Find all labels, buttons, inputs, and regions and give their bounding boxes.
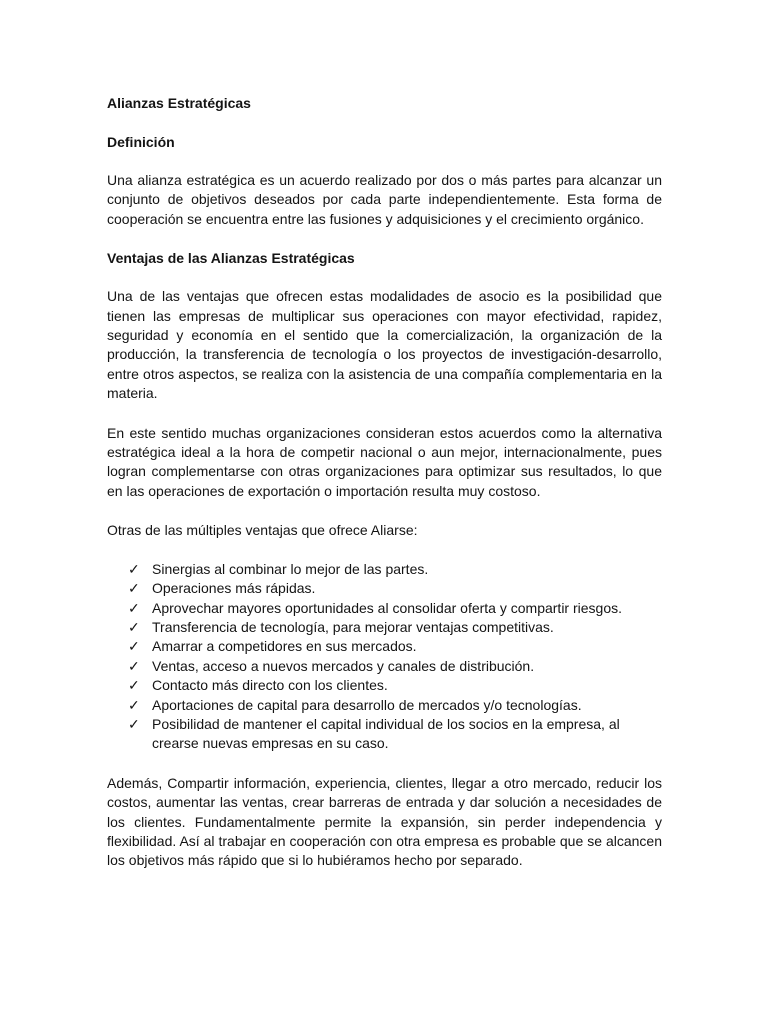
- checkmark-icon: ✓: [128, 618, 140, 635]
- list-item: [128, 676, 662, 695]
- list-item-text: Contacto más directo con los clientes.: [152, 677, 388, 694]
- checkmark-icon: ✓: [128, 580, 140, 597]
- advantages-paragraph-1: Una de las ventajas que ofrecen estas modalidades de asocio es la posibilidad que tienen las empresas de multiplicar sus operaciones con mayor efectividad, rapidez, seguridad y economía en el sentido que la comercialización, la organización de la producción, la transferencia de tecnología o los proyectos de investigación-desarrollo, entre otros aspectos, se realiza con la asistencia de una compañía complementaria en la materia.: [107, 288, 662, 402]
- definition-paragraph: Una alianza estratégica es un acuerdo realizado por dos o más partes para alcanzar un conjunto de objetivos deseados por cada parte independientemente. Esta forma de cooperación se encuentra entre las fusiones y adquisiciones y el crecimiento orgánico.: [107, 172, 662, 227]
- list-item-text: Transferencia de tecnología, para mejorar ventajas competitivas.: [152, 618, 554, 635]
- list-item: [128, 637, 662, 656]
- advantages-list: [107, 560, 662, 754]
- checkmark-icon: ✓: [128, 638, 140, 655]
- list-item: [128, 657, 662, 676]
- list-item: [128, 715, 662, 754]
- list-item: [128, 599, 662, 618]
- checkmark-icon: ✓: [128, 599, 140, 616]
- definition-heading: Definición: [107, 134, 175, 150]
- document-page: [107, 94, 662, 871]
- checkmark-icon: ✓: [128, 657, 140, 674]
- checkmark-icon: ✓: [128, 696, 140, 713]
- checkmark-icon: ✓: [128, 715, 140, 732]
- list-item-text: Aprovechar mayores oportunidades al consolidar oferta y compartir riesgos.: [152, 599, 623, 616]
- list-item: [128, 579, 662, 598]
- checkmark-icon: ✓: [128, 560, 140, 577]
- list-item-text: Sinergias al combinar lo mejor de las partes.: [152, 560, 429, 577]
- list-item: [128, 618, 662, 637]
- closing-paragraph: Además, Compartir información, experiencia, clientes, llegar a otro mercado, reducir los costos, aumentar las ventas, crear barreras de entrada y dar solución a necesidades de los clientes. Fundamentalmente permite la expansión, sin perder independencia y flexibilidad. Así al trabajar en cooperación con otra empresa es probable que se alcancen los objetivos más rápido que si lo hubiéramos hecho por separado.: [107, 774, 662, 869]
- list-item-text: Ventas, acceso a nuevos mercados y canales de distribución.: [152, 657, 535, 674]
- list-item: [128, 696, 662, 715]
- advantages-paragraph-2: En este sentido muchas organizaciones consideran estos acuerdos como la alternativa estratégica ideal a la hora de competir nacional o aun mejor, internacionalmente, pues logran complementarse con otras organizaciones para optimizar sus resultados, lo que en las operaciones de exportación o importación resulta muy costoso.: [107, 424, 662, 499]
- advantages-heading: Ventajas de las Alianzas Estratégicas: [107, 250, 355, 267]
- list-item: [128, 560, 662, 579]
- checkmark-icon: ✓: [128, 677, 140, 694]
- list-item-text: Posibilidad de mantener el capital individual de los socios en la empresa, al crearse nuevas empresas en su caso.: [152, 715, 620, 752]
- list-intro: Otras de las múltiples ventajas que ofrece Aliarse:: [107, 522, 418, 539]
- list-item-text: Operaciones más rápidas.: [152, 580, 316, 597]
- document-title: Alianzas Estratégicas: [107, 95, 251, 111]
- list-item-text: Aportaciones de capital para desarrollo de mercados y/o tecnologías.: [152, 696, 582, 713]
- list-item-text: Amarrar a competidores en sus mercados.: [152, 638, 417, 655]
